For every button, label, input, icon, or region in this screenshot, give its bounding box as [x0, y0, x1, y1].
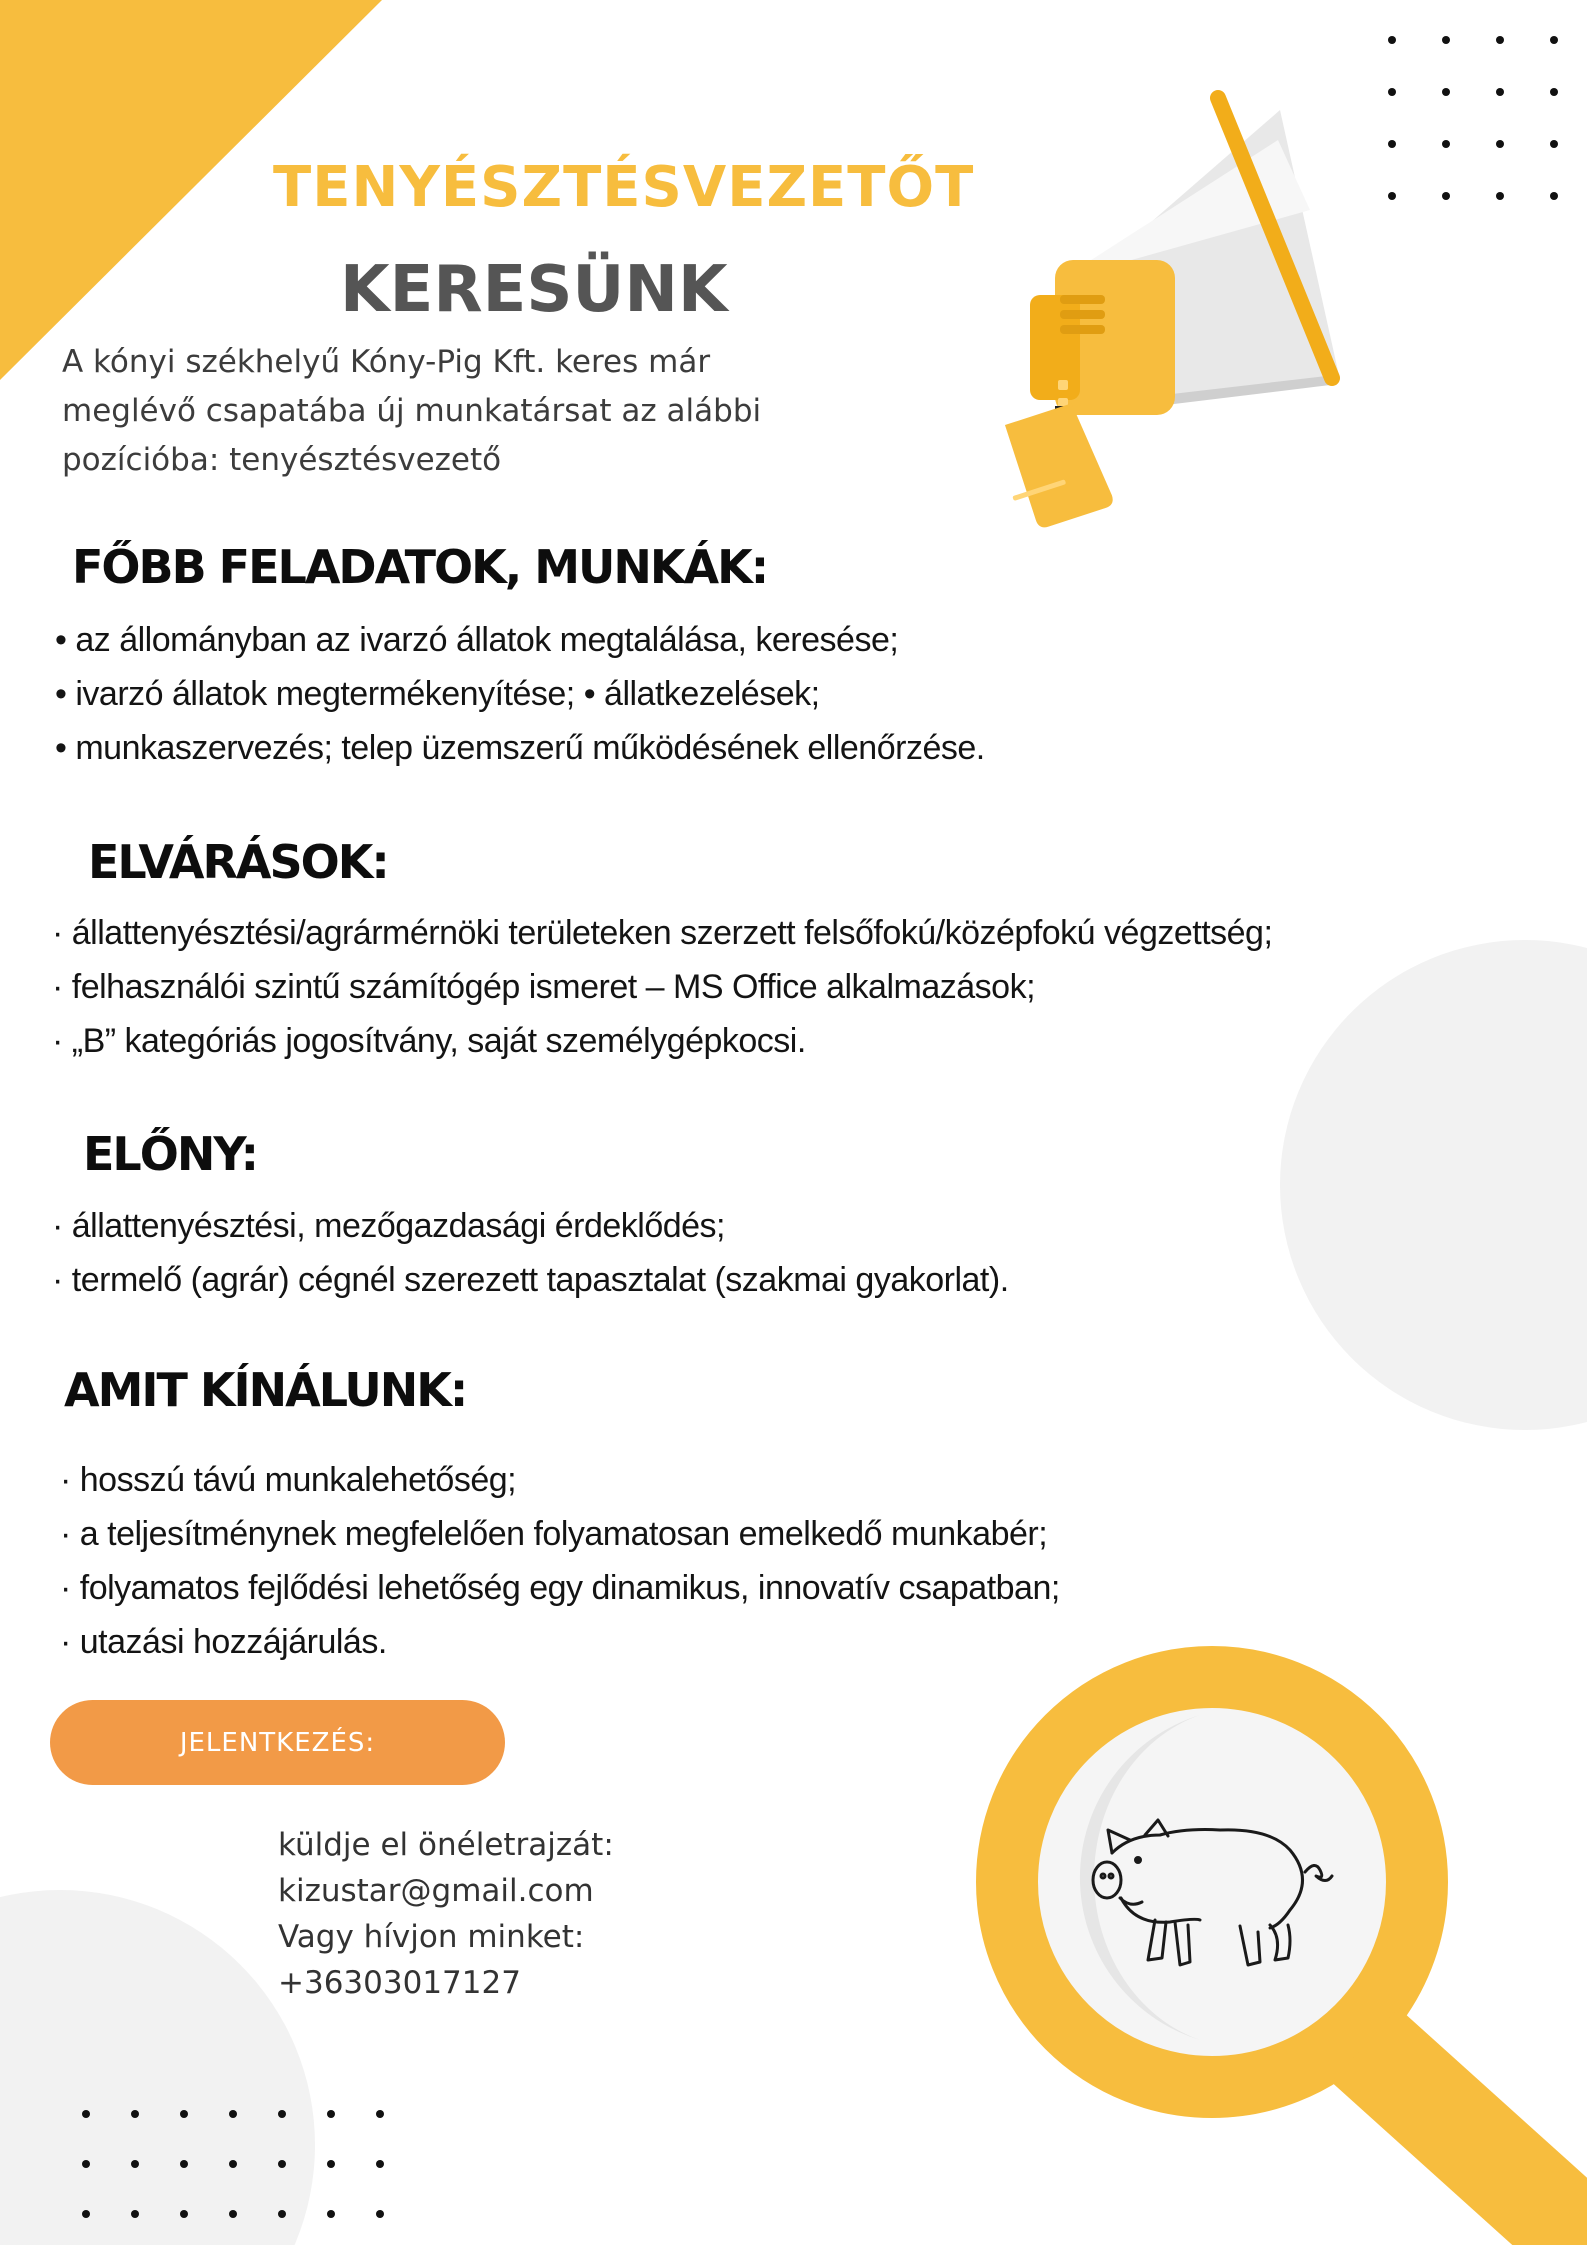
- list-item: · a teljesítménynek megfelelően folyamatosan emelkedő munkabér;: [60, 1515, 1048, 1553]
- offer-list: [60, 1453, 1060, 1669]
- gray-circle-right: [1280, 940, 1587, 1430]
- list-item: · termelő (agrár) cégnél szerezett tapasztalat (szakmai gyakorlat).: [52, 1261, 1009, 1299]
- list-item: · hosszú távú munkalehetőség;: [60, 1461, 517, 1499]
- section-heading-advantage: ELŐNY:: [83, 1127, 258, 1181]
- page-title: KERESÜNK: [340, 253, 728, 327]
- list-item: · utazási hozzájárulás.: [60, 1623, 387, 1661]
- apply-button[interactable]: JELENTKEZÉS:: [50, 1700, 505, 1785]
- dot-grid-top-right: [1388, 36, 1558, 200]
- section-heading-offer: AMIT KÍNÁLUNK:: [64, 1363, 467, 1417]
- list-item: • munkaszervezés; telep üzemszerű működésének ellenőrzése.: [55, 729, 985, 767]
- contact-phone[interactable]: +36303017127: [278, 1965, 521, 2001]
- dot-grid-bottom-left: [82, 2110, 384, 2218]
- requirements-list: [52, 906, 1272, 1068]
- section-heading-tasks: FŐBB FELADATOK, MUNKÁK:: [72, 540, 768, 594]
- intro-paragraph: [62, 338, 882, 485]
- list-item: • az állományban az ivarzó állatok megtalálása, keresése;: [55, 621, 899, 659]
- title-accent: TENYÉSZTÉSVEZETŐT: [273, 155, 975, 220]
- intro-line: meglévő csapatába új munkatársat az alábbi: [62, 393, 762, 429]
- contact-line: küldje el önéletrajzát:: [278, 1827, 614, 1863]
- tasks-list: [55, 613, 985, 775]
- list-item: · folyamatos fejlődési lehetőség egy dinamikus, innovatív csapatban;: [60, 1569, 1060, 1607]
- list-item: · állattenyésztési, mezőgazdasági érdeklődés;: [52, 1207, 725, 1245]
- magnifying-glass-icon: [970, 1640, 1587, 2245]
- contact-email[interactable]: kizustar@gmail.com: [278, 1873, 594, 1909]
- megaphone-icon: [900, 80, 1350, 540]
- list-item: · állattenyésztési/agrármérnöki területeken szerzett felsőfokú/középfokú végzettség;: [52, 914, 1273, 952]
- section-heading-requirements: ELVÁRÁSOK:: [88, 835, 388, 889]
- list-item: · „B” kategóriás jogosítvány, saját személygépkocsi.: [52, 1022, 806, 1060]
- intro-line: pozícióba: tenyésztésvezető: [62, 442, 502, 478]
- advantage-list: [52, 1199, 1009, 1307]
- list-item: • ivarzó állatok megtermékenyítése; • állatkezelések;: [55, 675, 820, 713]
- list-item: · felhasználói szintű számítógép ismeret – MS Office alkalmazások;: [52, 968, 1036, 1006]
- contact-line: Vagy hívjon minket:: [278, 1919, 585, 1955]
- contact-info: [278, 1822, 614, 2006]
- intro-line: A kónyi székhelyű Kóny-Pig Kft. keres már: [62, 344, 711, 380]
